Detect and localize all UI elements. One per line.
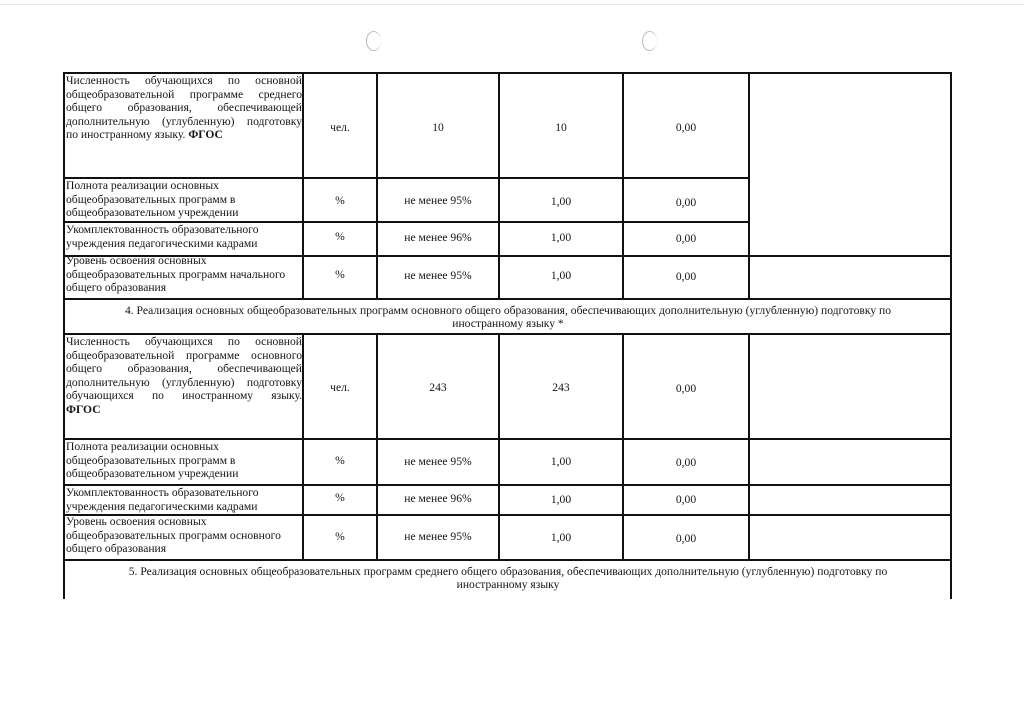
plan-cell: 10 — [432, 121, 444, 134]
section-5-title — [66, 565, 950, 592]
rule — [950, 72, 952, 300]
rule — [63, 559, 65, 599]
indicator-cell — [66, 486, 302, 513]
plan-cell: не менее 95% — [404, 530, 472, 543]
indicator-line-final — [66, 403, 302, 417]
deviation-cell: 0,00 — [675, 232, 697, 245]
indicator-line: общеобразовательном учреждении — [66, 467, 239, 481]
rule — [950, 298, 952, 335]
unit-cell: % — [335, 194, 345, 207]
plan-cell: не менее 96% — [404, 492, 472, 505]
indicator-line: общеобразовательных программ основного — [66, 528, 281, 542]
plan-cell: 243 — [429, 381, 447, 394]
fact-cell: 1,00 — [550, 195, 572, 208]
rule — [622, 72, 624, 300]
deviation-cell: 0,00 — [675, 532, 697, 545]
indicator-line: общеобразовательной программе основного — [66, 348, 302, 362]
indicator-cell — [66, 335, 302, 417]
rule — [498, 333, 500, 561]
deviation-cell: 0,00 — [675, 121, 697, 134]
rule — [302, 72, 304, 300]
plan-cell: не менее 95% — [404, 455, 472, 468]
indicator-line: Численность обучающихся по основной — [66, 335, 302, 348]
rule — [498, 72, 500, 300]
indicator-line: Полнота реализации основных — [66, 179, 219, 192]
unit-cell: чел. — [330, 121, 350, 134]
indicator-cell — [66, 254, 302, 295]
indicator-line: дополнительную (углубленную) подготовку — [66, 114, 302, 128]
deviation-cell: 0,00 — [675, 196, 697, 209]
indicator-line: Укомплектованность образовательного — [66, 223, 259, 236]
indicator-line: общего образования, обеспечивающей — [66, 101, 302, 115]
unit-cell: % — [335, 268, 345, 281]
indicator-cell — [66, 440, 302, 481]
indicator-line: общего образования — [66, 281, 167, 295]
section-title-line: 4. Реализация основных общеобразовательных программ основного общего образования, обеспечивающих дополнительную (углубленную) подготовку по — [124, 304, 892, 317]
indicator-line: общеобразовательных программ в — [66, 192, 236, 206]
rule — [950, 559, 952, 599]
unit-cell: чел. — [330, 381, 350, 394]
section-title-line: иностранному языку * — [452, 317, 564, 331]
rule — [748, 72, 750, 300]
unit-cell: % — [335, 454, 345, 467]
fact-cell: 1,00 — [550, 493, 572, 506]
section-title-line: иностранному языку — [456, 578, 560, 592]
indicator-text: по иностранному языку. — [66, 128, 186, 142]
fact-cell: 1,00 — [550, 455, 572, 468]
rule — [63, 333, 65, 561]
plan-cell: не менее 95% — [404, 194, 472, 207]
indicator-line: Численность обучающихся по основной — [66, 74, 302, 87]
indicator-line: обучающихся по иностранному языку. — [66, 389, 302, 403]
rule — [748, 333, 750, 561]
rule — [63, 298, 65, 335]
fact-cell: 1,00 — [550, 269, 572, 282]
rule — [376, 72, 378, 300]
indicator-line: общего образования — [66, 542, 167, 556]
indicator-line: учреждения педагогическими кадрами — [66, 499, 258, 513]
fact-cell: 1,00 — [550, 231, 572, 244]
indicator-line: Полнота реализации основных — [66, 440, 219, 453]
fgos-label: ФГОС — [66, 402, 101, 416]
deviation-cell: 0,00 — [675, 270, 697, 283]
section-title-line: 5. Реализация основных общеобразовательных программ среднего общего образования, обеспечивающих дополнительную (углубленную) подготовку по — [128, 565, 888, 578]
unit-cell: % — [335, 491, 345, 504]
rule — [376, 333, 378, 561]
deviation-cell: 0,00 — [675, 493, 697, 506]
indicator-line: общеобразовательном учреждении — [66, 206, 239, 220]
fact-cell: 10 — [555, 121, 567, 134]
section-4-title — [66, 304, 950, 331]
fgos-label: ФГОС — [188, 128, 223, 142]
indicator-line: общего образования, обеспечивающей — [66, 362, 302, 376]
deviation-cell: 0,00 — [675, 382, 697, 395]
indicator-line: общеобразовательных программ начального — [66, 267, 286, 281]
plan-cell: не менее 95% — [404, 269, 472, 282]
rule — [63, 72, 65, 300]
indicator-cell — [66, 74, 302, 142]
indicator-line: дополнительную (углубленную) подготовку — [66, 375, 302, 389]
fact-cell: 243 — [552, 381, 570, 394]
rule — [302, 333, 304, 561]
fact-cell: 1,00 — [550, 531, 572, 544]
plan-cell: не менее 96% — [404, 231, 472, 244]
indicator-line: учреждения педагогическими кадрами — [66, 236, 258, 250]
rule — [622, 333, 624, 561]
unit-cell: % — [335, 230, 345, 243]
rule — [63, 559, 952, 561]
indicator-line-final — [66, 128, 302, 142]
indicator-line: Уровень освоения основных — [66, 515, 207, 528]
indicator-line: Уровень освоения основных — [66, 254, 207, 267]
indicator-line: Укомплектованность образовательного — [66, 486, 259, 499]
unit-cell: % — [335, 530, 345, 543]
indicator-cell — [66, 515, 302, 556]
indicator-cell — [66, 179, 302, 220]
rule — [63, 298, 952, 300]
deviation-cell: 0,00 — [675, 456, 697, 469]
rule — [950, 333, 952, 561]
indicator-line: общеобразовательной программе среднего — [66, 87, 302, 101]
indicator-cell — [66, 223, 302, 250]
indicator-line: общеобразовательных программ в — [66, 453, 236, 467]
